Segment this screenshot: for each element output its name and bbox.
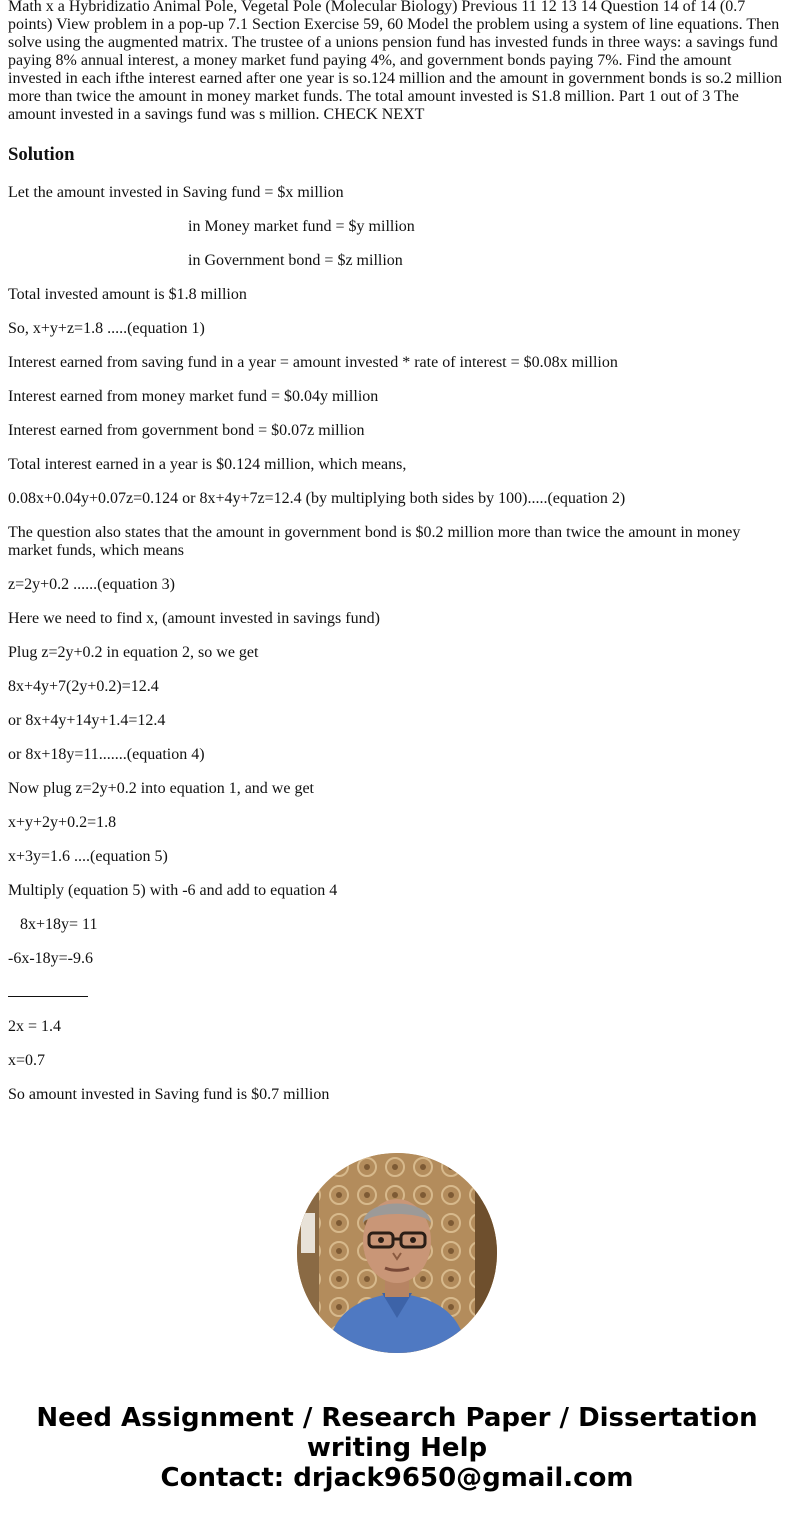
author-photo	[297, 1153, 497, 1353]
banner-line-3: Contact: drjack9650@gmail.com	[160, 1463, 634, 1493]
solution-step: The question also states that the amount in government bond is $0.2 million more than twice the amount in money market funds, which means	[8, 524, 741, 559]
solution-step: Total invested amount is $1.8 million	[8, 286, 247, 303]
solution-heading: Solution	[8, 144, 75, 165]
solution-step: z=2y+0.2 ......(equation 3)	[8, 576, 175, 593]
solution-step: Interest earned from saving fund in a year = amount invested * rate of interest = $0.08x million	[8, 354, 618, 371]
solution-step: Total interest earned in a year is $0.124 million, which means,	[8, 456, 407, 473]
solution-step: Interest earned from money market fund = $0.04y million	[8, 388, 379, 405]
document-page	[8, 0, 786, 1120]
solution-step: So, x+y+z=1.8 .....(equation 1)	[8, 320, 205, 337]
solution-step: or 8x+18y=11.......(equation 4)	[8, 746, 205, 763]
solution-step: So amount invested in Saving fund is $0.7 million	[8, 1086, 330, 1103]
author-avatar	[297, 1153, 497, 1353]
solution-body	[8, 184, 786, 1104]
contact-banner	[0, 1403, 794, 1493]
solution-step: x+y+2y+0.2=1.8	[8, 814, 117, 831]
solution-step: 0.08x+0.04y+0.07z=0.124 or 8x+4y+7z=12.4 (by multiplying both sides by 100).....(equation 2)	[8, 490, 626, 507]
solution-step: in Money market fund = $y million	[188, 218, 415, 235]
solution-step: -6x-18y=-9.6	[8, 950, 94, 967]
solution-step: 8x+4y+7(2y+0.2)=12.4	[8, 678, 159, 695]
question-text: Math x a Hybridizatio Animal Pole, Vegetal Pole (Molecular Biology) Previous 11 12 13 14 Question 14 of 14 (0.7 points) View problem in a pop-up 7.1 Section Exercise 59, 60 Model the problem using a system of line equations. Then solve using the augmented matrix. The trustee of a unions pension fund has invested funds in three ways: a savings fund paying 8% annual interest, a money market fund paying 4%, and government bonds paying 7%. Find the amount invested in each ifthe interest earned after one year is so.124 million and the amount in government bonds is so.2 million more than twice the amount in money market funds. The total amount invested is S1.8 million. Part 1 out of 3 The amount invested in a savings fund was s million. CHECK NEXT	[8, 0, 783, 123]
banner-line-2: writing Help	[306, 1433, 488, 1463]
sum-line	[8, 986, 88, 997]
solution-step: Here we need to find x, (amount invested in savings fund)	[8, 610, 380, 627]
banner-line-1: Need Assignment / Research Paper / Dissertation	[36, 1403, 758, 1433]
solution-step: Plug z=2y+0.2 in equation 2, so we get	[8, 644, 259, 661]
horizontal-rule	[8, 984, 786, 1002]
solution-step: 2x = 1.4	[8, 1018, 62, 1035]
solution-step: or 8x+4y+14y+1.4=12.4	[8, 712, 166, 729]
solution-step: Now plug z=2y+0.2 into equation 1, and we get	[8, 780, 314, 797]
solution-step: in Government bond = $z million	[188, 252, 403, 269]
solution-step: x=0.7	[8, 1052, 46, 1069]
solution-step: Multiply (equation 5) with -6 and add to equation 4	[8, 882, 338, 899]
solution-step: Let the amount invested in Saving fund = $x million	[8, 184, 344, 201]
portrait-illustration	[297, 1153, 497, 1353]
solution-step: x+3y=1.6 ....(equation 5)	[8, 848, 168, 865]
solution-step: 8x+18y= 11	[20, 916, 98, 933]
solution-step: Interest earned from government bond = $0.07z million	[8, 422, 365, 439]
